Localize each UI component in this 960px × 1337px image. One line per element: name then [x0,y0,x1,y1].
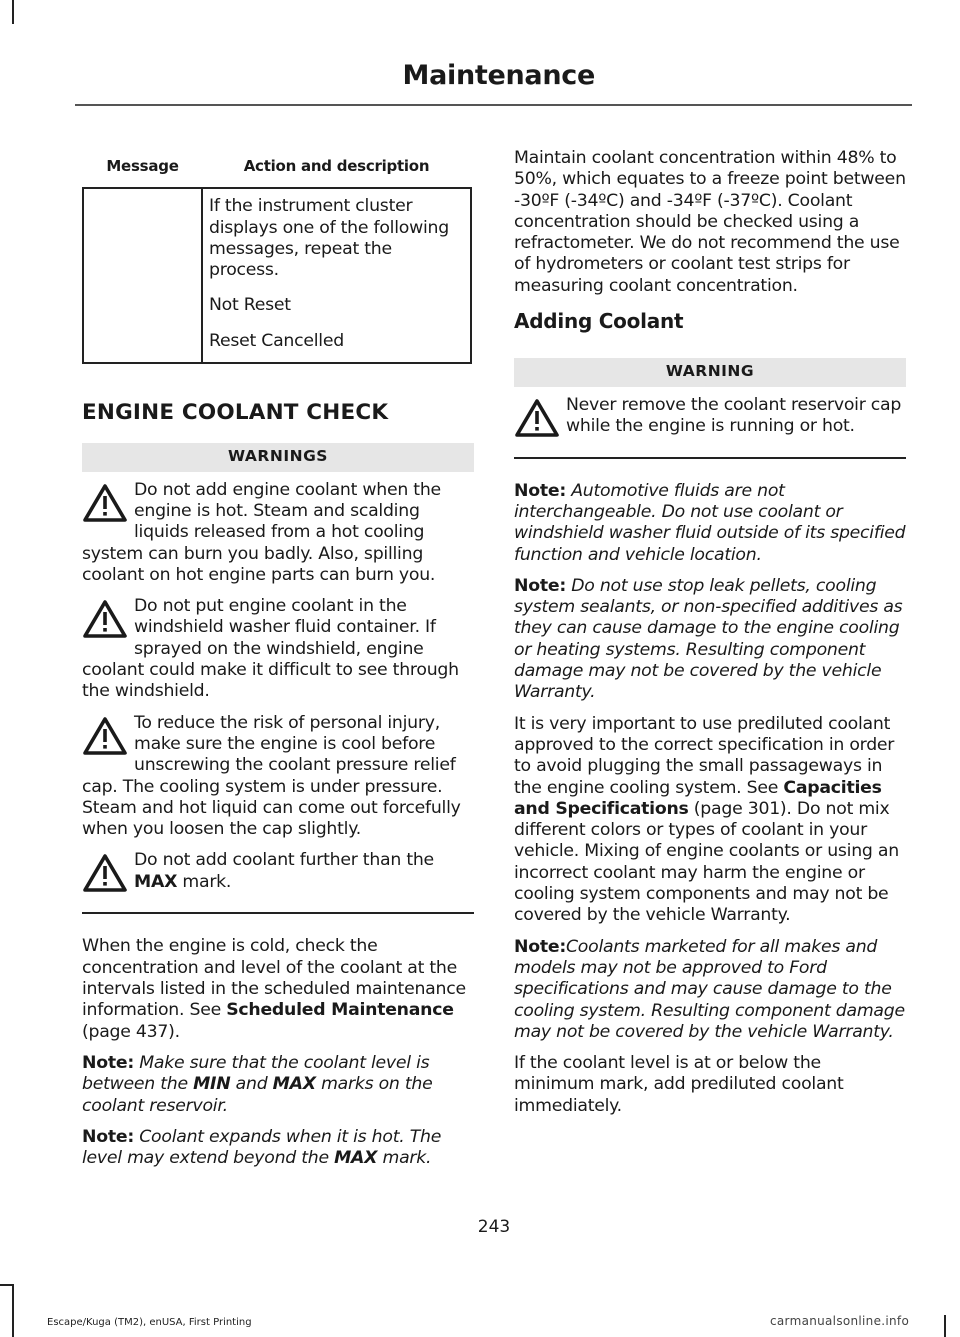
warning-triangle-icon [82,598,128,640]
note-stop-leak: Note: Do not use stop leak pellets, cooling system sealants, or non-specified additives as they can cause damage to the engine cooling or heating systems. Resulting component damage may not be covered by the vehicle Warranty. [514,575,903,703]
warnings-label: WARNINGS [82,443,474,471]
warning-triangle-icon [514,397,560,439]
warning-block [514,395,906,459]
watermark: carmanualsonline.info [770,1314,910,1328]
warning-text: Do not add coolant further than the MAX mark. [134,850,434,892]
column-header-message: Message [83,148,202,188]
message-cell [83,188,202,363]
paragraph-concentration: Maintain coolant concentration within 48% to 50%, which equates to a freeze point between -30ºF (-34ºC) and -34ºF (-37ºC). Coolant concentration should be checked using a refractometer. We do not recommend the use of hydrometers or coolant test strips for measuring coolant concentration. [514,148,906,296]
edition-footer: Escape/Kuga (TM2), enUSA, First Printing [47,1317,252,1328]
warning-triangle-icon [82,482,128,524]
left-column [82,148,474,1179]
note-label: Note: [514,480,566,501]
action-message-reset-cancelled: Reset Cancelled [209,330,344,351]
page-number: 243 [477,1217,511,1237]
message-table [82,148,472,364]
warning-text: Never remove the coolant reservoir cap while the engine is running or hot. [566,394,902,436]
crop-mark-top-left [12,0,14,24]
action-cell [202,188,471,363]
crop-mark-bottom-left-h [0,1284,14,1286]
header-rule [75,104,912,106]
warning-item [82,480,474,586]
action-message-not-reset: Not Reset [209,295,291,316]
note-coolants-marketed: Note:Coolants marketed for all makes and models may not be approved to Ford specifications and may cause damage to the cooling system. Resulting component damage may not be covered by the vehicle Warranty. [514,936,905,1042]
warning-item [82,596,474,702]
warning-text: Do not put engine coolant in the windshield washer fluid container. If sprayed on the windshield, engine coolant could make it difficult to see through the windshield. [82,596,459,702]
warning-text: To reduce the risk of personal injury, make sure the engine is cool before unscrewing the coolant pressure relief cap. The cooling system is under pressure. Steam and hot liquid can come out forcefully when you loosen the cap slightly. [82,712,461,840]
note-label: Note: [514,575,566,596]
warning-triangle-icon [82,715,128,757]
note-label: Note: [514,936,566,957]
warning-item [514,395,906,439]
adding-coolant-heading: Adding Coolant [514,309,684,334]
warning-item [82,713,474,841]
warnings-block [82,480,474,915]
scheduled-maintenance-link[interactable]: Scheduled Maintenance [226,1000,454,1021]
crop-mark-bottom-left [12,1285,14,1337]
right-column [514,148,906,1127]
max-mark-label: MAX [134,871,178,892]
engine-coolant-heading: ENGINE COOLANT CHECK [82,400,389,426]
paragraph-coolant-level: If the coolant level is at or below the minimum mark, add prediluted coolant immediately. [514,1053,844,1116]
warning-item [82,850,474,894]
warning-label: WARNING [514,358,906,386]
warning-text: Do not add engine coolant when the engine is hot. Steam and scalding liquids released from a hot cooling system can burn you badly. Also, spilling coolant on hot engine parts can burn you. [82,479,441,585]
capacities-specifications-link[interactable]: Capacities and Specifications [514,777,882,819]
note-label: Note: [82,1126,134,1147]
paragraph-cold-engine: When the engine is cold, check the concentration and level of the coolant at the intervals listed in the scheduled maintenance information. See Scheduled Maintenance (page 437). [82,936,466,1042]
action-text: If the instrument cluster displays one of the following messages, repeat the process. [209,196,449,281]
note-fluids: Note: Automotive fluids are not interchangeable. Do not use coolant or windshield washer fluid outside of its specified function and vehicle location. [514,480,906,565]
note-min-max: Note: Make sure that the coolant level is between the MIN and MAX marks on the coolant reservoir. [82,1052,433,1116]
note-coolant-expands: Note: Coolant expands when it is hot. The level may extend beyond the MAX mark. [82,1126,442,1169]
crop-mark-bottom-right [944,1315,946,1337]
column-header-action: Action and description [202,148,471,188]
section-title: Maintenance [402,60,595,91]
warning-triangle-icon [82,852,128,894]
paragraph-prediluted: It is very important to use prediluted coolant approved to the correct specification in order to avoid plugging the small passageways in the engine cooling system. See Capacities and Specifications (page 301). Do not mix different colors or types of coolant in your vehicle. Mixing of engine coolants or using an incorrect coolant may harm the engine or cooling system components and may not be covered by the vehicle Warranty. [514,713,899,926]
note-label: Note: [82,1052,134,1073]
table-row [83,188,471,363]
